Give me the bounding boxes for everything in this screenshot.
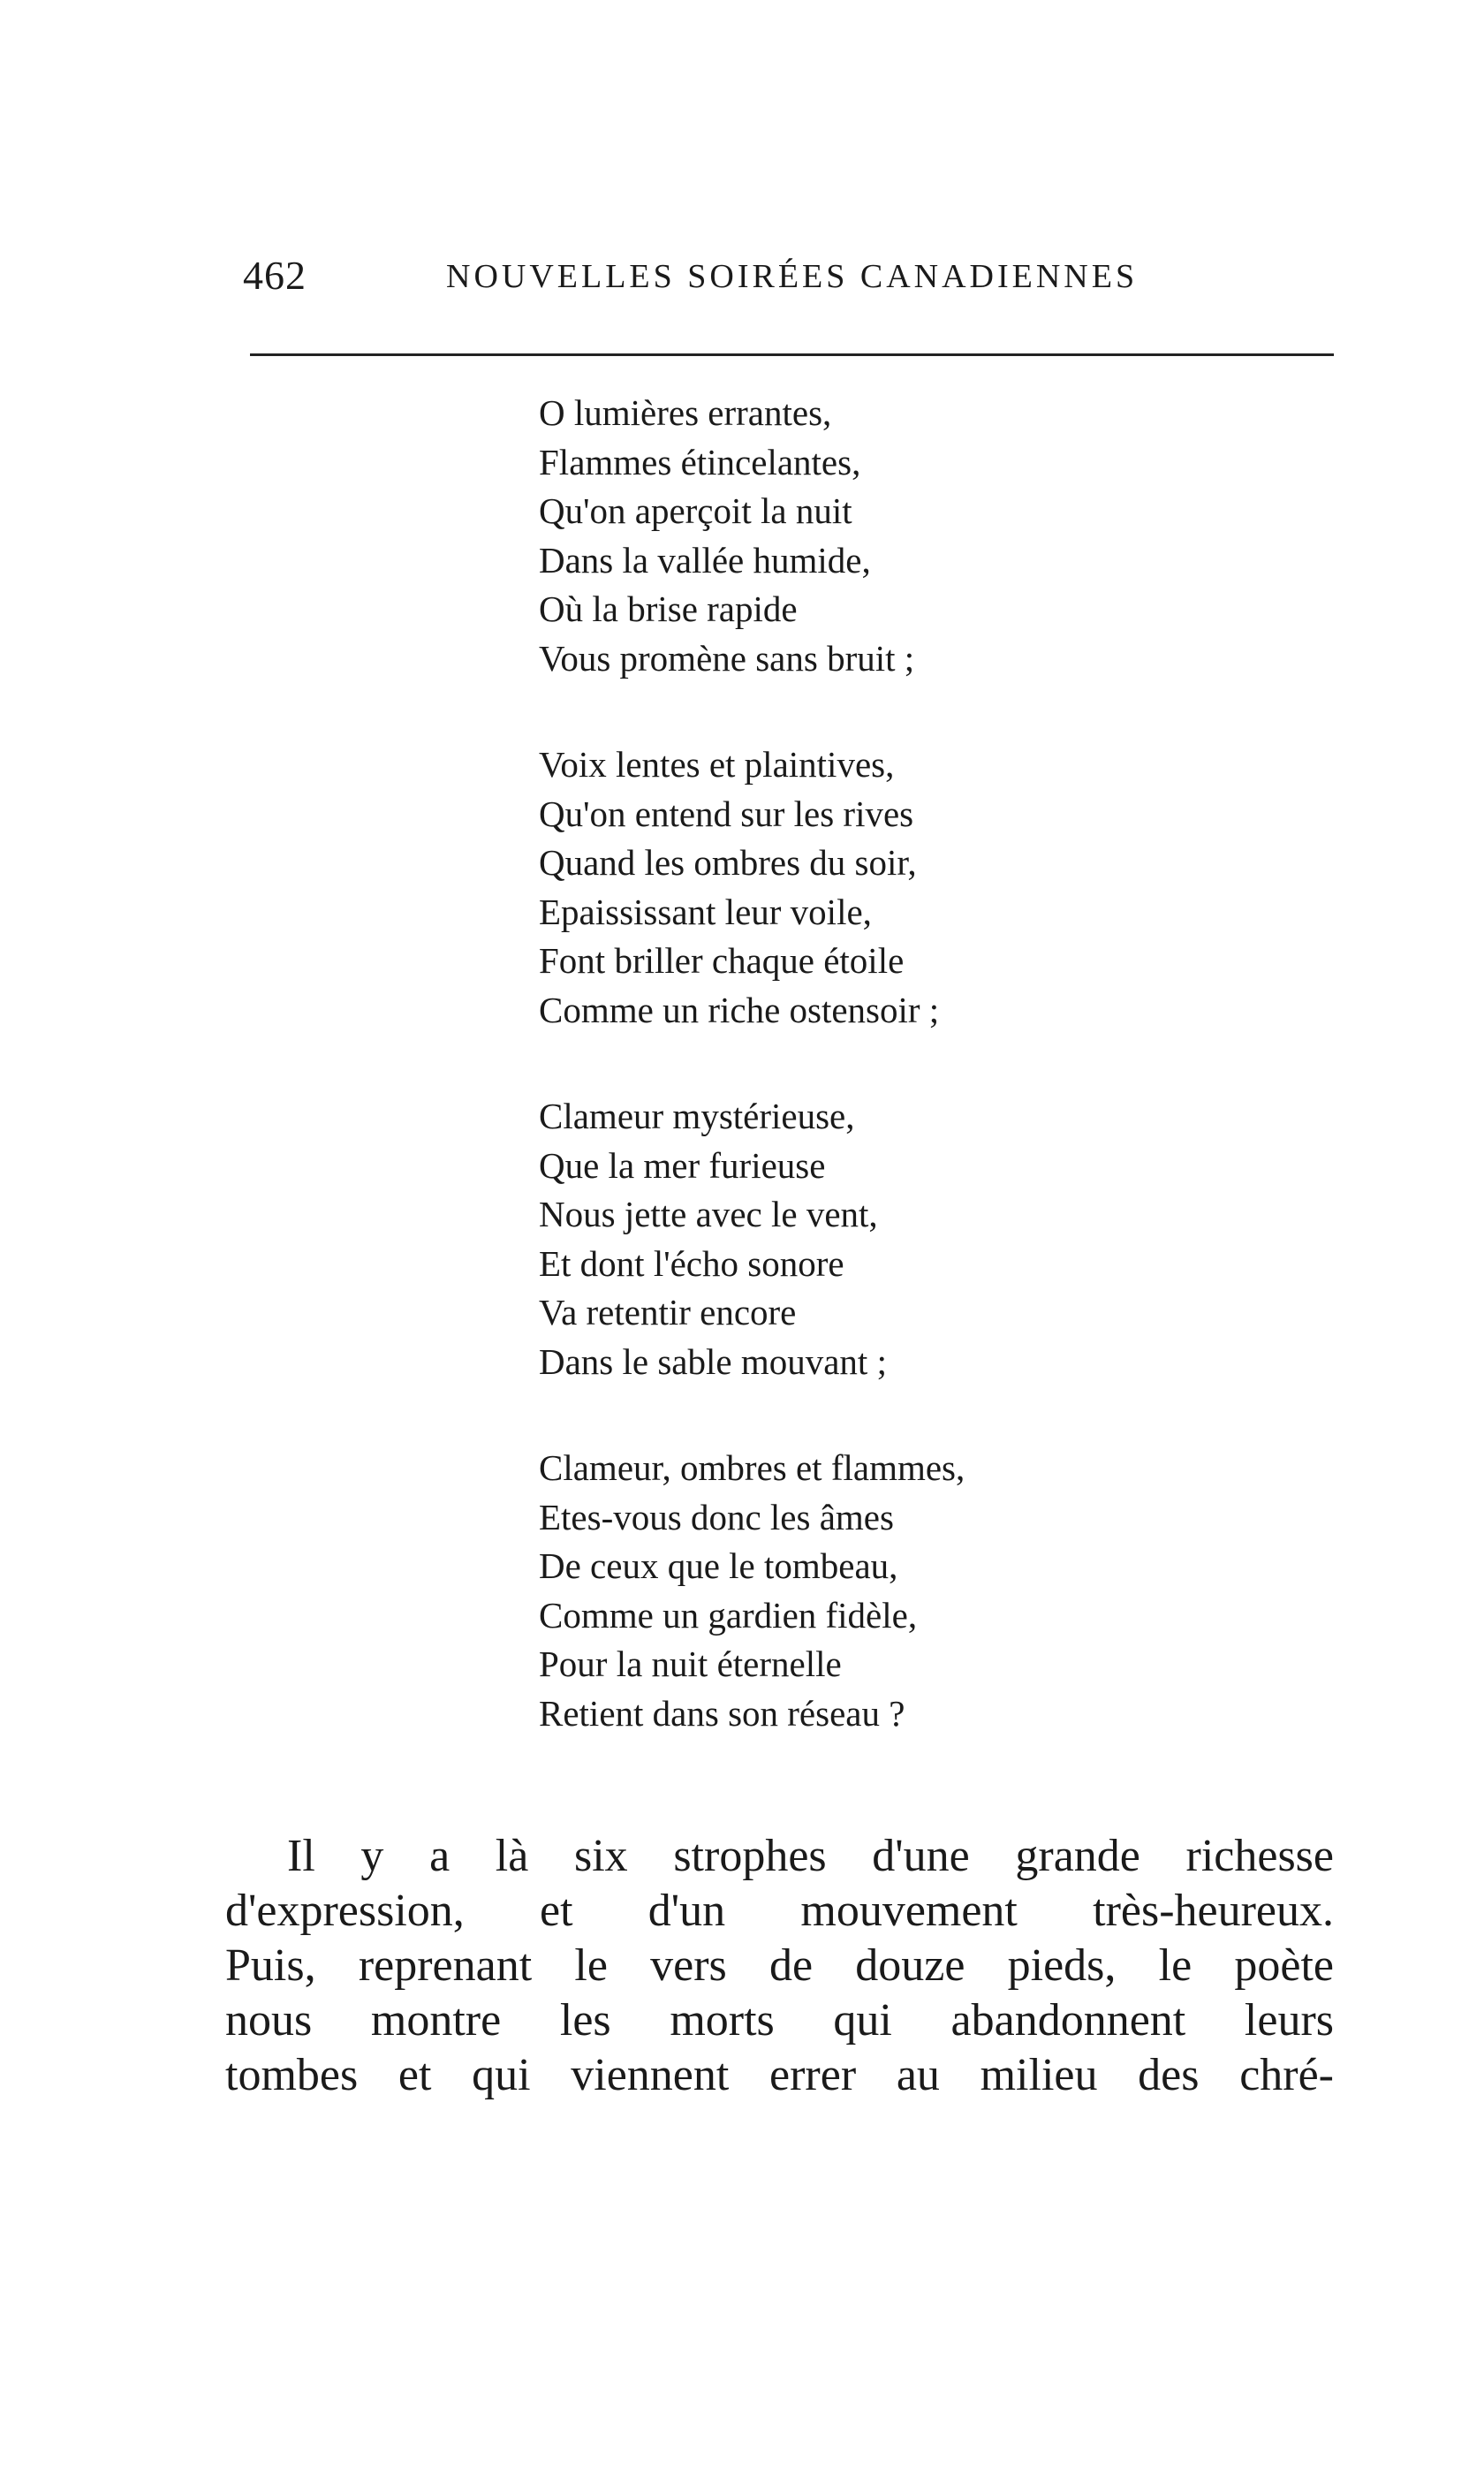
verse-line: Etes-vous donc les âmes	[539, 1496, 894, 1537]
verse-line: Flammes étincelantes,	[539, 441, 861, 482]
verse-line: Voix lentes et plaintives,	[539, 744, 895, 785]
verse-line: Epaississant leur voile,	[539, 891, 872, 932]
verse-line: Va retentir encore	[539, 1292, 797, 1332]
verse-line: Dans le sable mouvant ;	[539, 1340, 887, 1382]
verse-line: Comme un gardien fidèle,	[539, 1594, 918, 1636]
stanza	[539, 1444, 1334, 1738]
verse-line: Dans la vallée humide,	[539, 539, 871, 581]
prose-paragraph	[225, 1829, 1334, 2103]
verse-line: Retient dans son réseau ?	[539, 1692, 905, 1734]
verse-line: Où la brise rapide	[539, 588, 798, 629]
verse-line: Clameur, ombres et flammes,	[539, 1447, 965, 1488]
running-title: NOUVELLES SOIRÉES CANADIENNES	[446, 258, 1139, 295]
verse-line: Nous jette avec le vent,	[539, 1194, 878, 1234]
page-header	[243, 252, 1334, 314]
poem	[539, 389, 1334, 1795]
verse-line: Clameur mystérieuse,	[539, 1096, 855, 1136]
verse-line: Vous promène sans bruit ;	[539, 637, 915, 679]
prose-line: Puis, reprenant le vers de douze pieds, le poète	[225, 1940, 1334, 1991]
verse-line: O lumières errantes,	[539, 392, 832, 433]
verse-line: Qu'on entend sur les rives	[539, 793, 914, 834]
stanza	[539, 1092, 1334, 1386]
verse-line: Que la mer furieuse	[539, 1144, 826, 1186]
verse-line: De ceux que le tombeau,	[539, 1545, 898, 1586]
verse-line: Quand les ombres du soir,	[539, 842, 917, 883]
verse-line: Et dont l'écho sonore	[539, 1242, 844, 1284]
verse-line: Pour la nuit éternelle	[539, 1643, 842, 1684]
stanza	[539, 389, 1334, 683]
prose-line: d'expression, et d'un mouvement très-heureux.	[225, 1886, 1334, 1936]
prose-line: Il y a là six strophes d'une grande richesse	[287, 1831, 1334, 1881]
verse-line: Qu'on aperçoit la nuit	[539, 490, 852, 531]
stanza	[539, 740, 1334, 1035]
header-rule	[250, 353, 1334, 356]
page-number: 462	[243, 253, 307, 298]
verse-line: Comme un riche ostensoir ;	[539, 989, 940, 1030]
prose-line: nous montre les morts qui abandonnent leurs	[225, 1995, 1334, 2046]
prose-line: tombes et qui viennent errer au milieu des chré-	[225, 2050, 1334, 2100]
verse-line: Font briller chaque étoile	[539, 940, 905, 981]
